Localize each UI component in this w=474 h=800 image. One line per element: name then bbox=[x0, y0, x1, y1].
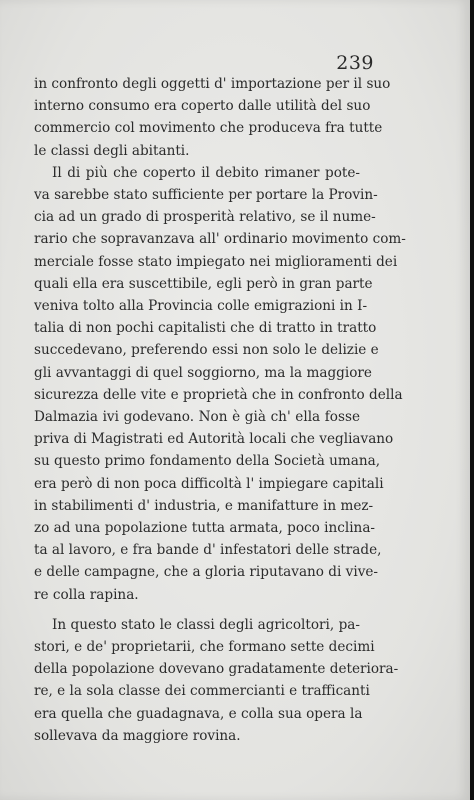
text-line: va sarebbe stato sufficiente per portare la Provin- bbox=[34, 187, 378, 204]
text-line: succedevano, preferendo essi non solo le delizie e bbox=[34, 342, 379, 359]
text-line: sicurezza delle vite e proprietà che in confronto della bbox=[34, 386, 403, 403]
text-line: della popolazione dovevano gradatamente deteriora- bbox=[34, 661, 399, 678]
text-line: merciale fosse stato impiegato nei miglioramenti dei bbox=[34, 253, 398, 270]
text-line: commercio col movimento che produceva fra tutte bbox=[34, 120, 383, 137]
text-line: talia di non pochi capitalisti che di tratto in tratto bbox=[34, 320, 377, 337]
text-line: Dalmazia ivi godevano. Non è già ch' ella fosse bbox=[34, 409, 360, 426]
text-line: era quella che guadagnava, e colla sua opera la bbox=[34, 705, 363, 722]
text-line: Il di più che coperto il debito rimaner pote- bbox=[52, 164, 360, 181]
text-line: in stabilimenti d' industria, e manifatture in mez- bbox=[34, 497, 374, 514]
text-line: re, e la sola classe dei commercianti e trafficanti bbox=[34, 683, 370, 700]
text-line: su questo primo fondamento della Società umana, bbox=[34, 453, 381, 470]
paragraph-2 bbox=[34, 162, 406, 606]
text-line: rario che sopravanzava all' ordinario movimento com- bbox=[34, 231, 406, 248]
text-line: sollevava da maggiore rovina. bbox=[34, 727, 241, 744]
paragraph-3 bbox=[34, 614, 399, 747]
text-line: priva di Magistrati ed Autorità locali che vegliavano bbox=[34, 431, 394, 448]
text-line: gli avvantaggi di quel soggiorno, ma la maggiore bbox=[34, 364, 372, 381]
paragraph-1 bbox=[34, 73, 391, 162]
text-line: stori, e de' proprietarii, che formano sette decimi bbox=[34, 639, 375, 656]
text-line: le classi degli abitanti. bbox=[34, 142, 190, 159]
text-line: zo ad una popolazione tutta armata, poco inclina- bbox=[34, 520, 376, 537]
text-line: re colla rapina. bbox=[34, 586, 139, 603]
text-line: interno consumo era coperto dalle utilità del suo bbox=[34, 98, 371, 115]
text-line: cia ad un grado di prosperità relativo, se il nume- bbox=[34, 209, 376, 226]
page-edge-shadow bbox=[470, 0, 474, 800]
text-line: In questo stato le classi degli agricoltori, pa- bbox=[52, 616, 360, 633]
text-line: era però di non poca difficoltà l' impiegare capitali bbox=[34, 475, 384, 492]
paragraph-spacer bbox=[34, 606, 360, 614]
text-line: quali ella era suscettibile, egli però in gran parte bbox=[34, 275, 373, 292]
text-line: e delle campagne, che a gloria riputavano di vive- bbox=[34, 564, 379, 581]
text-line: in confronto degli oggetti d' importazione per il suo bbox=[34, 76, 391, 92]
text-line: ta al lavoro, e fra bande d' infestatori delle strade, bbox=[34, 542, 382, 559]
page-number: 239 bbox=[336, 52, 374, 74]
body-text bbox=[34, 73, 406, 747]
text-line: veniva tolto alla Provincia colle emigrazioni in I- bbox=[34, 298, 368, 315]
